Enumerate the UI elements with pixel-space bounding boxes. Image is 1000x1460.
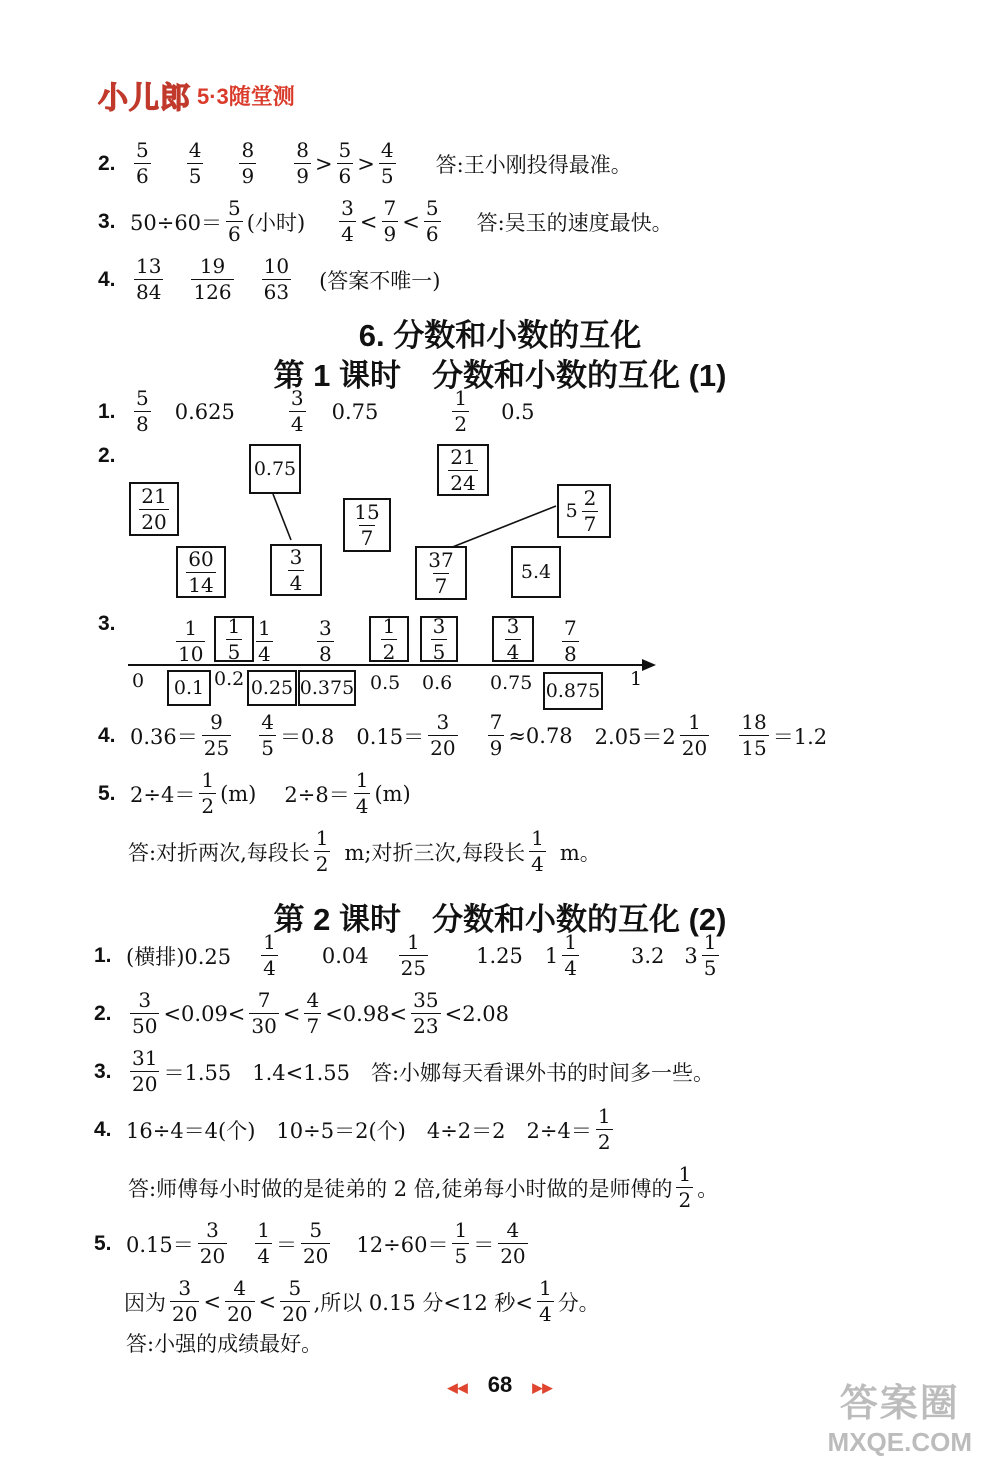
fraction: $\frac{7}{30}$ xyxy=(251,988,277,1038)
nl-bottom-box: 0.25 xyxy=(247,670,297,706)
decimal: 0.75 xyxy=(331,399,379,424)
fraction: $\frac{1}{2}$ xyxy=(201,768,215,818)
answer-row-l2q4 xyxy=(94,1106,617,1153)
operator: < xyxy=(359,209,378,234)
nl-top-label: $\frac{7}{8}$ xyxy=(564,616,577,666)
number-line-arrow xyxy=(642,659,656,671)
nl-bottom-label: 0.75 xyxy=(490,672,533,694)
fraction: $\frac{5}{6}$ xyxy=(425,196,439,246)
expression: 0.36＝ xyxy=(130,724,198,749)
answer-text: 答:王小刚投得最准。 xyxy=(435,152,632,177)
fraction: $\frac{3}{50}$ xyxy=(132,988,158,1038)
nl-top-label: $\frac{3}{8}$ xyxy=(319,616,332,666)
fraction: $\frac{35}{23}$ xyxy=(413,988,439,1038)
answer-text: 答:对折两次,每段长 xyxy=(128,840,310,865)
fraction: $\frac{5}{6}$ xyxy=(338,138,352,188)
operator: > xyxy=(314,151,333,176)
question-number: 3. xyxy=(98,612,116,635)
card-fraction: $\frac{21}{24}$ xyxy=(437,444,489,496)
unit: (m) xyxy=(220,781,257,806)
answer-text: 分。 xyxy=(557,1290,600,1315)
answer-row-l2q5-ans xyxy=(126,1328,322,1358)
answer-row-l2q3 xyxy=(94,1048,714,1095)
operator: < xyxy=(402,209,420,234)
answer-text: ＝1.55 1.4<1.55 答:小娜每天看课外书的时间多一些。 xyxy=(163,1060,715,1085)
card-fraction: $\frac{21}{20}$ xyxy=(129,482,179,536)
card-fraction: $\frac{15}{7}$ xyxy=(343,498,391,552)
watermark-url: MXQE.COM xyxy=(827,1427,972,1457)
nl-top-box: $\frac{3}{4}$ xyxy=(492,616,534,662)
next-arrow-icon: ▶▶ xyxy=(532,1380,553,1395)
decimal: 0.5 xyxy=(501,399,535,424)
nl-top-box: $\frac{3}{5}$ xyxy=(420,616,458,662)
brand-subtitle: 5·3随堂测 xyxy=(197,83,295,109)
fraction: $\frac{31}{20}$ xyxy=(132,1046,158,1096)
nl-top-box: $\frac{1}{5}$ xyxy=(214,616,254,662)
card-fraction: $\frac{37}{7}$ xyxy=(415,546,467,600)
answer-row-l2q5-reason xyxy=(124,1278,600,1325)
answer-text: m。 xyxy=(559,840,601,865)
brand-name: 小儿郎 xyxy=(98,82,191,115)
fraction: $\frac{1}{2}$ xyxy=(315,826,329,876)
unit: (m) xyxy=(374,781,411,806)
question-number: 5. xyxy=(98,781,116,805)
fraction: $\frac{1}{20}$ xyxy=(681,710,708,760)
answer-text: ,所以 0.15 分<12 秒< xyxy=(313,1290,533,1315)
question-number: 1. xyxy=(98,399,116,423)
answer-text: 答:吴玉的速度最快。 xyxy=(476,210,673,235)
answer-row-l1q5 xyxy=(98,770,411,817)
watermark xyxy=(828,1372,972,1458)
fraction: $\frac{1}{4}$ xyxy=(531,826,544,876)
fraction: $\frac{7}{9}$ xyxy=(383,196,397,246)
fraction: $\frac{19}{126}$ xyxy=(193,254,232,304)
decimal: 0.04 xyxy=(321,943,369,968)
decimal: 3.2 xyxy=(630,943,665,968)
expression: ＝1.2 xyxy=(772,724,828,749)
nl-top-box: $\frac{1}{2}$ xyxy=(369,616,409,662)
expression: 2.05＝2 xyxy=(594,724,676,749)
answer-text: 因为 xyxy=(124,1290,166,1315)
nl-bottom-label: 0.2 xyxy=(214,668,245,690)
question-number: 2. xyxy=(94,1001,112,1025)
nl-bottom-box: 0.375 xyxy=(298,670,356,706)
expression: 12÷60＝ xyxy=(356,1232,449,1257)
section-title: 6. 分数和小数的互化 xyxy=(358,318,642,353)
fraction: $\frac{7}{9}$ xyxy=(489,710,503,760)
operator: < xyxy=(258,1289,277,1314)
expression: ＝0.8 xyxy=(279,724,335,749)
question-number: 5. xyxy=(94,1231,112,1255)
fraction: $\frac{8}{9}$ xyxy=(296,138,309,188)
fraction: $\frac{1}{25}$ xyxy=(400,930,427,980)
unit: (小时) xyxy=(246,210,306,235)
fraction: $\frac{3}{4}$ xyxy=(341,196,354,246)
note: (答案不唯一) xyxy=(319,268,441,293)
answer-text: 答:小强的成绩最好。 xyxy=(126,1332,323,1356)
answer-text: 。 xyxy=(697,1176,719,1201)
fraction: $\frac{1}{4}$ xyxy=(263,930,276,980)
nl-bottom-box: 0.875 xyxy=(543,672,603,710)
fraction: $\frac{1}{2}$ xyxy=(678,1162,692,1212)
expression: 0.15＝ xyxy=(126,1232,194,1257)
expression: 16÷4＝4(个) 10÷5＝2(个) 4÷2＝2 2÷4＝ xyxy=(126,1118,592,1143)
nl-bottom-label: 0.6 xyxy=(422,672,453,694)
whole-part: 3 xyxy=(684,943,698,968)
fraction: $\frac{1}{4}$ xyxy=(564,930,577,980)
question-number: 2. xyxy=(98,444,116,467)
card-decimal: 5.4 xyxy=(511,546,561,598)
nl-bottom-label: 0.5 xyxy=(370,672,401,694)
fraction: $\frac{1}{4}$ xyxy=(257,1218,270,1268)
nl-bottom-label: 1 xyxy=(630,668,643,690)
answer-row-l2q5 xyxy=(94,1220,532,1267)
decimal: 1.25 xyxy=(476,943,523,968)
card-decimal: 0.75 xyxy=(249,444,301,494)
answer-row-l1q5-ans xyxy=(128,828,601,875)
number-line xyxy=(0,0,1000,720)
operator: > xyxy=(357,151,375,176)
fraction: $\frac{13}{84}$ xyxy=(136,254,162,304)
question-number: 4. xyxy=(94,1117,112,1141)
decimal: 0.625 xyxy=(174,399,235,424)
fraction: $\frac{4}{20}$ xyxy=(227,1276,253,1326)
fraction: $\frac{1}{5}$ xyxy=(703,930,717,980)
expression: ≈0.78 xyxy=(508,723,573,748)
expression: 0.15＝ xyxy=(356,724,425,749)
expression: 2÷4＝ xyxy=(130,782,196,807)
fraction: $\frac{1}{2}$ xyxy=(454,386,468,436)
fraction: $\frac{8}{9}$ xyxy=(241,138,255,188)
question-number: 3. xyxy=(94,1059,112,1083)
answer-row-l2q4-ans xyxy=(128,1164,718,1211)
fraction: $\frac{5}{20}$ xyxy=(302,1218,329,1268)
answer-text: 答:师傅每小时做的是徒弟的 2 倍,徒弟每小时做的是师傅的 xyxy=(128,1176,673,1201)
watermark-logo: 答案圈 xyxy=(839,1383,960,1425)
fraction: $\frac{3}{20}$ xyxy=(199,1218,226,1268)
expression: < xyxy=(282,1001,301,1026)
nl-top-label: $\frac{1}{4}$ xyxy=(258,616,271,666)
nl-top-label: $\frac{1}{10}$ xyxy=(178,616,204,666)
page-number: ◀◀ 68 ▶▶ xyxy=(447,1372,553,1397)
card-fraction: $\frac{3}{4}$ xyxy=(270,544,322,596)
expression: 2÷8＝ xyxy=(284,782,350,807)
prev-arrow-icon: ◀◀ xyxy=(447,1380,468,1395)
expression: <0.09< xyxy=(163,1001,246,1026)
fraction: $\frac{5}{6}$ xyxy=(136,138,149,188)
fraction: $\frac{3}{20}$ xyxy=(430,710,456,760)
fraction: $\frac{3}{4}$ xyxy=(290,386,304,436)
nl-bottom-box: 0.1 xyxy=(167,670,211,706)
fraction: $\frac{4}{5}$ xyxy=(188,138,202,188)
operator: ＝ xyxy=(473,1232,495,1257)
card-mixed-number: 5 $\frac{2}{7}$ xyxy=(557,484,611,538)
fraction: $\frac{1}{5}$ xyxy=(454,1218,468,1268)
whole-part: 1 xyxy=(544,943,559,968)
operator: < xyxy=(203,1289,222,1314)
fraction: $\frac{9}{25}$ xyxy=(203,710,230,760)
nl-bottom-label: 0 xyxy=(132,670,145,692)
fraction: $\frac{1}{2}$ xyxy=(597,1104,611,1154)
answer-row-l1q4 xyxy=(98,712,827,759)
lesson-2-title: 第 2 课时 分数和小数的互化 (2) xyxy=(273,902,727,937)
fraction: $\frac{4}{20}$ xyxy=(500,1218,526,1268)
answer-row-l2q1 xyxy=(94,932,723,979)
question-number: 3. xyxy=(98,209,116,233)
fraction: $\frac{5}{8}$ xyxy=(136,386,149,436)
expression: (横排)0.25 xyxy=(126,944,232,969)
question-number: 4. xyxy=(98,267,116,291)
fraction: $\frac{4}{5}$ xyxy=(261,710,274,760)
fraction: $\frac{1}{4}$ xyxy=(538,1276,552,1326)
fraction: $\frac{3}{20}$ xyxy=(172,1276,198,1326)
expression: <2.08 xyxy=(444,1001,509,1026)
answer-text: m;对折三次,每段长 xyxy=(344,840,526,865)
question-number: 2. xyxy=(98,151,116,175)
question-number: 1. xyxy=(94,943,112,967)
expression: <0.98< xyxy=(325,1001,408,1026)
fraction: $\frac{5}{20}$ xyxy=(282,1276,308,1326)
lesson-1-title: 第 1 课时 分数和小数的互化 (1) xyxy=(273,358,727,393)
fraction: $\frac{1}{4}$ xyxy=(355,768,369,818)
fraction: $\frac{5}{6}$ xyxy=(228,196,241,246)
fraction: $\frac{4}{7}$ xyxy=(306,988,320,1038)
fraction: $\frac{4}{5}$ xyxy=(380,138,394,188)
question-number: 4. xyxy=(98,723,116,747)
fraction: $\frac{10}{63}$ xyxy=(263,254,290,304)
fraction: $\frac{18}{15}$ xyxy=(741,710,767,760)
answer-row-l2q2 xyxy=(94,990,509,1037)
operator: ＝ xyxy=(275,1232,297,1257)
card-fraction: $\frac{60}{14}$ xyxy=(176,546,226,598)
expression: 50÷60＝ xyxy=(130,210,223,235)
